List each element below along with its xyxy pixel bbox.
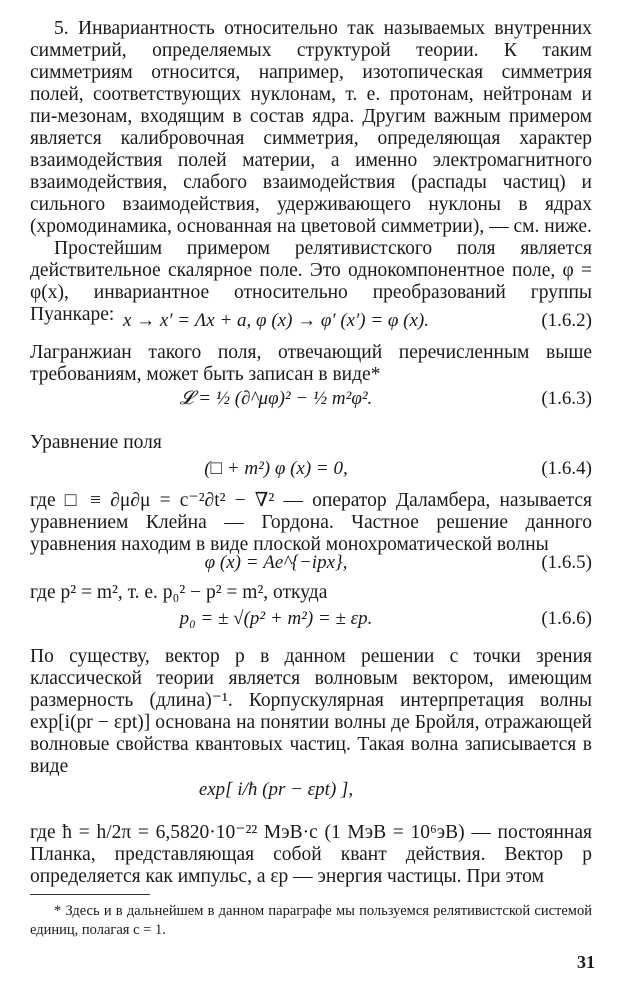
equation-number: (1.6.6): [541, 608, 592, 629]
equation-1-6-4: [30, 456, 592, 482]
equation-1-6-5: [30, 550, 592, 576]
equation-number: (1.6.2): [541, 310, 592, 331]
paragraph-scalar-field: Простейшим примером релятивистского поля является действительное скалярное поле. Это однокомпонентное поле, φ = φ(x), инвариантное относительно преобразований группы Пуанкаре:: [30, 238, 592, 325]
paragraph-dispersion: где p² = m², т. е. p₀² − p² = m², откуда: [30, 582, 328, 603]
paragraph-klein-gordon: где □ ≡ ∂μ∂μ = c⁻²∂t² − ∇² — оператор Даламбера, называется уравнением Клейна — Гордона. Частное решение данного уравнения находим в виде плоской монохроматической волны: [30, 490, 592, 555]
footnote-divider: [30, 894, 150, 895]
equation-1-6-3: [30, 386, 592, 412]
paragraph-field-equation: Уравнение поля: [30, 432, 162, 453]
equation-1-6-2: [30, 308, 592, 334]
footnote: * Здесь и в дальнейшем в данном параграфе мы пользуемся релятивистской системой единиц, полагая c = 1.: [30, 903, 592, 938]
equation-number: (1.6.3): [541, 388, 592, 409]
equation-expression: x → x′ = Λx + a, φ (x) → φ′ (x′) = φ (x).: [122, 310, 429, 331]
equation-expression: exp[ i/ħ (pr − εpt) ],: [198, 779, 354, 800]
equation-expression: φ (x) = Ae^{−ipx},: [204, 552, 348, 573]
equation-expression: p₀ = ± √(p² + m²) = ± εp.: [179, 608, 373, 629]
equation-number: (1.6.5): [541, 552, 592, 573]
paragraph-de-broglie: По существу, вектор p в данном решении с точки зрения классической теории является волновым вектором, имеющим размерность (длина)⁻¹. Корпускулярная интерпретация волны exp[i(pr − εpt)] основана на понятии волны де Бройля, отражающей волновые свойства квантовых частиц. Такая волна записывается в виде: [30, 646, 592, 777]
equation-expression: (□ + m²) φ (x) = 0,: [204, 458, 348, 479]
page-number: 31: [577, 952, 595, 972]
paragraph-internal-symmetries: 5. Инвариантность относительно так называемых внутренних симметрий, определяемых структурой теории. К таким симметриям относится, например, изотопическая симметрия полей, соответствующих нуклонам, т. е. протонам, нейтронам и пи-мезонам, входящим в состав ядра. Другим важным примером является калибровочная симметрия, определяющая характер взаимодействия полей материи, а именно электромагнитного взаимодействия, слабого взаимодействия (распады частиц) и сильного взаимодействия, удерживающего нуклоны в ядрах (хромодинамика, основанная на цветовой симметрии), — см. ниже.: [30, 18, 592, 237]
equation-de-broglie-wave: [30, 770, 592, 810]
equation-number: (1.6.4): [541, 458, 592, 479]
equation-expression: 𝓛 = ½ (∂^μφ)² − ½ m²φ².: [179, 388, 373, 409]
paragraph-planck-constant: где ħ = h/2π = 6,5820·10⁻²² МэВ·с (1 МэВ = 10⁶эВ) — постоянная Планка, представляющая собой квант действия. Вектор p определяется как импульс, а εp — энергия частицы. При этом: [30, 822, 592, 887]
equation-1-6-6: [30, 606, 592, 632]
paragraph-lagrangian: Лагранжиан такого поля, отвечающий перечисленным выше требованиям, может быть записан в виде*: [30, 342, 592, 385]
